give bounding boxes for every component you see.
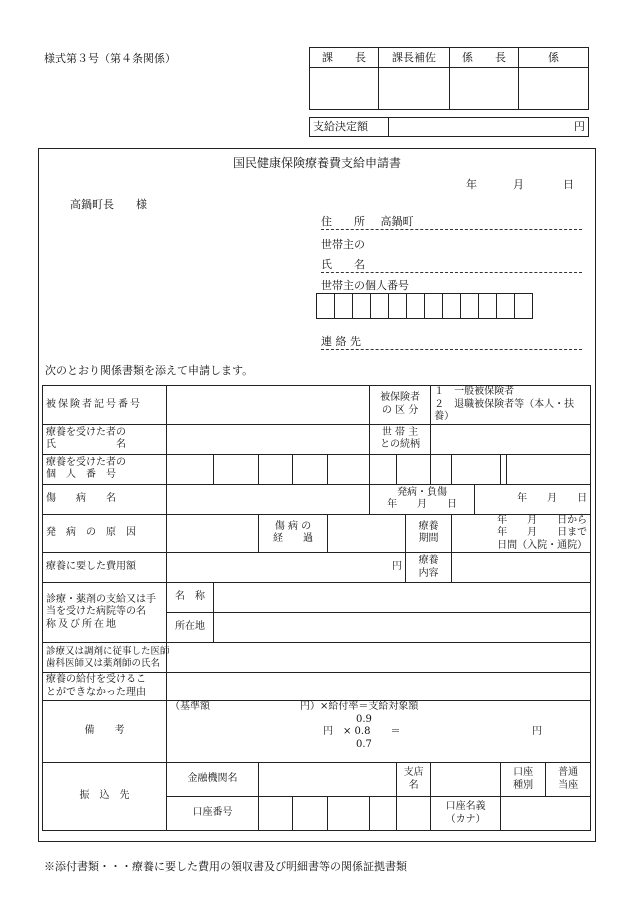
stamp-box[interactable] xyxy=(379,68,450,110)
doctor-label: 診療又は調剤に従事した医師 歯科医師又は薬剤師の氏名 xyxy=(43,643,167,673)
content-label: 療養 内容 xyxy=(406,553,452,583)
digit-box[interactable] xyxy=(335,294,353,319)
approval-header: 課 長 xyxy=(310,48,379,68)
approval-header: 係 xyxy=(519,48,589,68)
remarks-rate-high: 0.9 xyxy=(356,713,372,725)
account-name-label: 口座名義 （カナ） xyxy=(431,797,501,831)
date-year: 年 xyxy=(466,178,477,191)
branch-field[interactable] xyxy=(431,763,501,797)
cause-field[interactable] xyxy=(167,514,259,553)
digit-box[interactable] xyxy=(328,797,370,831)
footnote: ※添付書類・・・療養に要した費用の領収書及び明細書等の関係証拠書類 xyxy=(44,860,407,873)
category-option-1: １ 一般被保険者 xyxy=(434,386,515,397)
name-label: 氏 名 xyxy=(321,258,365,271)
account-type-options[interactable]: 普通 当座 xyxy=(546,763,591,797)
application-table xyxy=(42,385,591,831)
decision-amount-label: 支給決定額 xyxy=(310,118,389,137)
transfer-label: 振 込 先 xyxy=(43,763,167,831)
decision-amount-field[interactable] xyxy=(389,118,589,137)
digit-box[interactable] xyxy=(397,454,431,484)
addressee: 高鍋町長 様 xyxy=(70,198,147,211)
patient-number-label: 療養を受けた者の 個 人 番 号 xyxy=(43,454,167,484)
digit-box[interactable] xyxy=(407,294,425,319)
bank-field[interactable] xyxy=(259,763,397,797)
course-label: 傷 病 の 経 過 xyxy=(259,514,328,553)
form-title: 国民健康保険療養費支給申請書 xyxy=(232,156,401,170)
period-from: 年 月 日から xyxy=(497,514,588,526)
patient-name-field[interactable] xyxy=(167,424,370,454)
contact-label: 連 絡 先 xyxy=(321,335,361,348)
head-label: 世帯主の xyxy=(321,238,365,251)
digit-box[interactable] xyxy=(431,454,452,484)
injury-name-field[interactable] xyxy=(167,484,370,514)
insured-category-options[interactable] xyxy=(431,386,591,425)
address-field[interactable] xyxy=(321,213,582,230)
digit-box[interactable] xyxy=(497,294,515,319)
account-type-label: 口座 種別 xyxy=(501,763,546,797)
insured-category-label: 被保険者 の 区 分 xyxy=(370,386,431,425)
period-days: 日間（入院・通院） xyxy=(497,539,588,551)
cause-label: 発 病 の 原 因 xyxy=(43,514,167,553)
head-personal-number-grid xyxy=(316,293,533,319)
onset-date-label: 発病・負傷 年 月 日 xyxy=(370,484,475,514)
hospital-address-field[interactable] xyxy=(214,613,591,643)
doctor-field[interactable] xyxy=(167,643,591,673)
digit-box[interactable] xyxy=(293,454,328,484)
content-field[interactable] xyxy=(452,553,591,583)
date-day: 日 xyxy=(563,178,574,191)
digit-box[interactable] xyxy=(214,454,259,484)
yen-unit: 円 xyxy=(392,561,403,573)
date-month: 月 xyxy=(513,178,524,191)
relation-label: 世 帯 主 との続柄 xyxy=(370,424,431,454)
digit-box[interactable] xyxy=(389,294,407,319)
remarks-field[interactable] xyxy=(167,701,591,763)
address-label: 住 所 xyxy=(321,215,365,228)
digit-box[interactable] xyxy=(479,294,497,319)
patient-name-label: 療養を受けた者の 氏 名 xyxy=(43,424,167,454)
reason-field[interactable] xyxy=(167,673,591,701)
stamp-box[interactable] xyxy=(450,68,519,110)
digit-box[interactable] xyxy=(507,454,591,484)
insured-number-field[interactable] xyxy=(167,386,370,425)
reason-label: 療養の給付を受けるこ とができなかった理由 xyxy=(43,673,167,701)
approval-header: 課長補佐 xyxy=(379,48,450,68)
hospital-name-label: 名 称 xyxy=(167,583,214,613)
course-field[interactable] xyxy=(328,514,406,553)
period-label: 療養 期間 xyxy=(406,514,452,553)
hospital-label: 診療・薬剤の支給又は手 当を受けた病院等の名 称及び所在地 xyxy=(43,583,167,643)
digit-box[interactable] xyxy=(515,294,533,319)
onset-date-field[interactable]: 年 月 日 xyxy=(475,484,591,514)
bank-label: 金融機関名 xyxy=(167,763,259,797)
personal-number-label: 世帯主の個人番号 xyxy=(321,279,409,292)
period-field[interactable] xyxy=(452,514,591,553)
address-value: 高鍋町 xyxy=(380,215,414,228)
digit-box[interactable] xyxy=(167,454,214,484)
digit-box[interactable] xyxy=(443,294,461,319)
account-number-label: 口座番号 xyxy=(167,797,259,831)
digit-box[interactable] xyxy=(293,797,328,831)
yen-unit: 円 xyxy=(574,120,585,134)
digit-box[interactable] xyxy=(353,294,371,319)
digit-box[interactable] xyxy=(259,797,293,831)
remarks-rate-low: 0.7 xyxy=(356,738,372,750)
intro-text: 次のとおり関係書類を添えて申請します。 xyxy=(45,364,254,377)
period-to: 年 月 日まで xyxy=(497,527,588,538)
stamp-box[interactable] xyxy=(310,68,379,110)
digit-box[interactable] xyxy=(370,797,397,831)
stamp-box[interactable] xyxy=(519,68,589,110)
contact-field[interactable] xyxy=(321,333,582,350)
decision-amount-table xyxy=(309,117,589,137)
category-option-2: ２ 退職被保険者等（本人・扶養） xyxy=(434,398,575,422)
hospital-name-field[interactable] xyxy=(214,583,591,613)
remarks-label: 備 考 xyxy=(43,701,167,763)
approval-table xyxy=(309,47,589,110)
relation-field[interactable] xyxy=(431,424,591,454)
digit-box[interactable] xyxy=(425,294,443,319)
hospital-address-label: 所在地 xyxy=(167,613,214,643)
insured-number-label: 被保険者記号番号 xyxy=(43,386,167,425)
injury-name-label: 傷 病 名 xyxy=(43,484,167,514)
remarks-yen: 円 xyxy=(532,726,542,737)
form-number: 様式第３号（第４条関係） xyxy=(44,52,176,65)
digit-box[interactable] xyxy=(397,797,431,831)
digit-box[interactable] xyxy=(328,454,370,484)
digit-box[interactable] xyxy=(317,294,335,319)
digit-box[interactable] xyxy=(370,454,397,484)
remarks-calc: 円 × 0.8 ＝ xyxy=(323,726,401,737)
cost-field[interactable] xyxy=(167,553,406,583)
digit-box[interactable] xyxy=(461,294,479,319)
cost-label: 療養に要した費用額 xyxy=(43,553,167,583)
digit-box[interactable] xyxy=(452,454,501,484)
remarks-formula: （基準額 円）×給付率＝支給対象額 xyxy=(170,701,419,712)
digit-box[interactable] xyxy=(259,454,293,484)
branch-label: 支店名 xyxy=(397,763,431,797)
name-field[interactable] xyxy=(321,256,582,273)
account-name-field[interactable] xyxy=(501,797,591,831)
digit-box[interactable] xyxy=(371,294,389,319)
approval-header: 係 長 xyxy=(450,48,519,68)
